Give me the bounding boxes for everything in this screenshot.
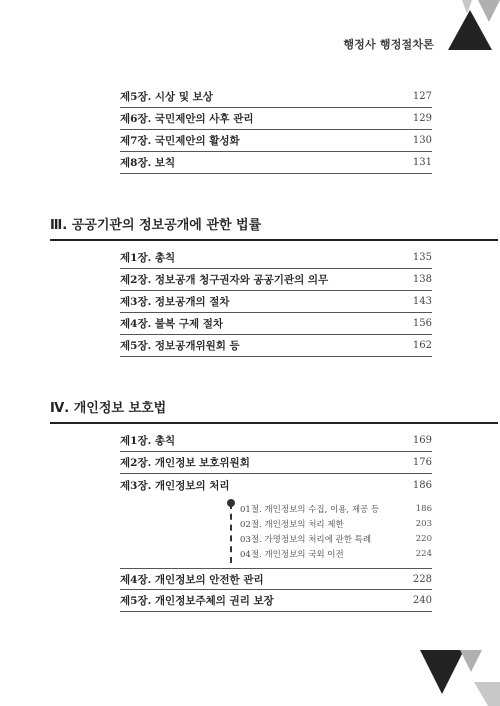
sub-list-dashed-line [230,503,232,563]
toc-item-label: 제1장. 총칙 [120,252,176,264]
corner-triangle-bottom-right [418,642,500,706]
toc-item-label: 제4장. 불복 구제 절차 [120,318,224,330]
toc-item[interactable] [120,452,432,474]
toc-item-label: 제7장. 국민제안의 활성화 [120,135,240,147]
toc-item-label: 제4장. 개인정보의 안전한 관리 [120,573,264,586]
sub-list-item[interactable] [240,547,432,561]
toc-item[interactable] [120,247,432,269]
toc-item-label: 제5장. 정보공개위원회 등 [120,340,240,352]
sub-item-page: 203 [415,519,432,529]
toc-item-page: 138 [412,274,432,285]
toc-item-page: 143 [412,296,432,307]
toc-item-label: 제2장. 개인정보 보호위원회 [120,457,250,469]
toc-item[interactable] [120,130,432,152]
toc-item[interactable] [120,474,432,496]
toc-item-page: 135 [412,252,432,263]
toc-item[interactable] [120,313,432,335]
sub-list-item[interactable] [240,517,432,531]
toc-item[interactable] [120,291,432,313]
sub-item-label: 04절. 개인정보의 국외 이전 [240,550,344,560]
toc-item[interactable] [120,335,432,357]
toc-item[interactable] [120,568,432,590]
toc-item-page: 130 [412,135,432,146]
toc-item-page: 186 [412,479,432,491]
toc-item-page: 156 [412,318,432,329]
toc-item[interactable] [120,86,432,108]
toc-item-page: 127 [412,91,432,102]
toc-item-page: 240 [412,595,432,606]
toc-item[interactable] [120,269,432,291]
sub-list-item[interactable] [240,532,432,546]
sub-item-page: 186 [415,504,432,514]
sub-item-label: 02절. 개인정보의 처리 제한 [240,520,344,530]
toc-item-label: 제1장. 총칙 [120,435,176,447]
section-heading-3: Ⅲ. 공공기관의 정보공개에 관한 법률 [50,214,498,241]
toc-item-page: 169 [412,435,432,446]
toc-item-page: 162 [412,340,432,351]
toc-item-label: 제2장. 정보공개 청구권자와 공공기관의 의무 [120,274,329,286]
sub-item-page: 220 [415,534,432,544]
toc-item-label: 제5장. 시상 및 보상 [120,91,213,103]
book-title: 행정사 행정절차론 [343,38,434,51]
sub-item-page: 224 [415,549,432,559]
sub-list-dot [227,499,235,507]
toc-item-label: 제3장. 정보공개의 절차 [120,296,230,308]
section-heading-4: Ⅳ. 개인정보 보호법 [50,397,498,424]
sub-list-item[interactable] [240,502,432,516]
sub-item-label: 03절. 가명정보의 처리에 관한 특례 [240,535,372,545]
sub-section-list [230,499,432,567]
toc-item-label: 제6장. 국민제안의 사후 관리 [120,113,254,125]
corner-triangle-top-right [438,0,500,64]
toc-item-label: 제8장. 보칙 [120,157,176,169]
toc-item-page: 129 [412,113,432,124]
toc-item-page: 228 [412,573,432,585]
sub-item-label: 01절. 개인정보의 수집, 이용, 제공 등 [240,505,380,515]
toc-item[interactable] [120,430,432,452]
toc-item-page: 131 [412,157,432,168]
toc-item-label: 제3장. 개인정보의 처리 [120,479,230,492]
toc-item[interactable] [120,152,432,174]
toc-item-page: 176 [412,457,432,468]
toc-item[interactable] [120,590,432,612]
toc-item[interactable] [120,108,432,130]
toc-item-label: 제5장. 개인정보주체의 권리 보장 [120,595,274,607]
